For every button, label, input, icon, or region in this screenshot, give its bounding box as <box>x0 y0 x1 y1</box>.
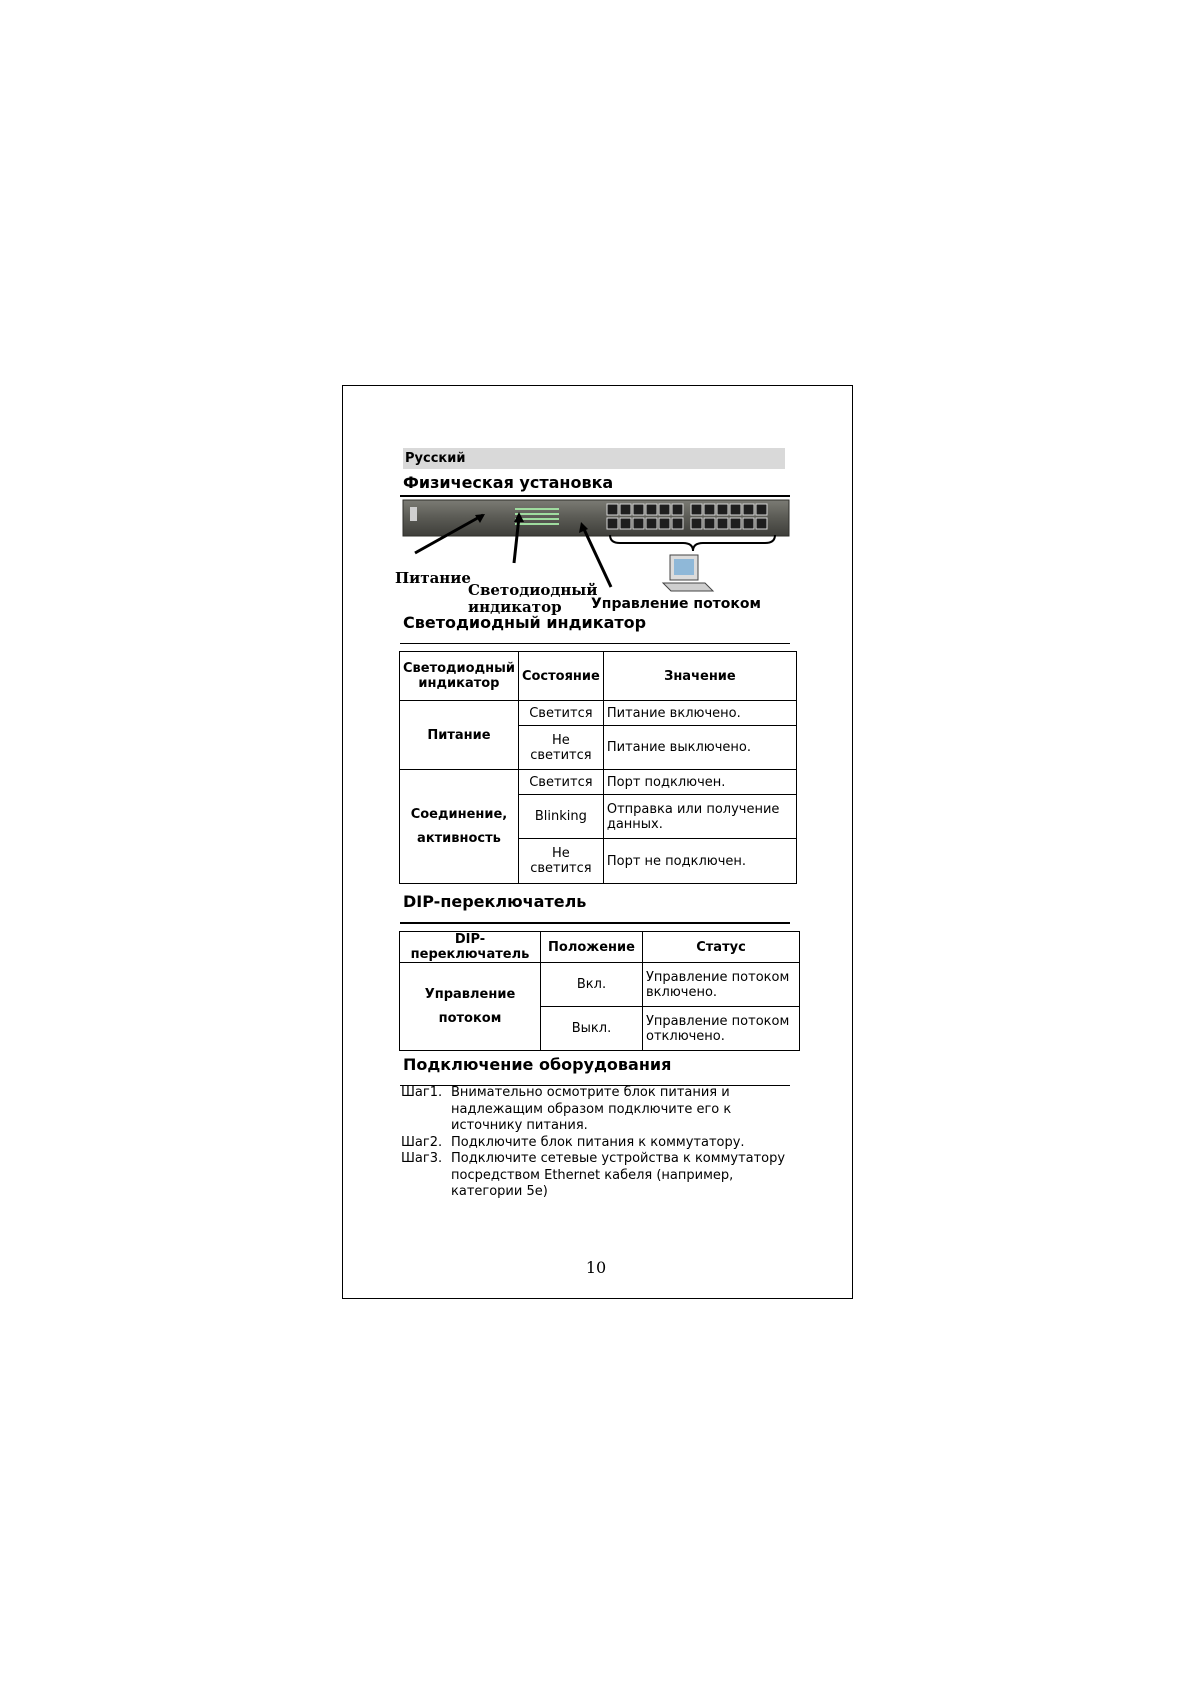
rj45-port <box>607 504 618 515</box>
step-item <box>401 1085 801 1135</box>
led-meaning: Порт не подключен. <box>603 839 796 884</box>
section-title-hardware: Подключение оборудования <box>403 1055 672 1074</box>
rj45-port <box>756 518 767 529</box>
page-number: 10 <box>585 1258 607 1277</box>
led-table-header: Светодиодный индикатор <box>400 652 519 701</box>
section-title-dip: DIP-переключатель <box>403 892 587 911</box>
rj45-port <box>633 518 644 529</box>
step-number: Шаг3. <box>401 1151 443 1166</box>
led-table-header: Состояние <box>518 652 603 701</box>
led-state: Не светится <box>518 839 603 884</box>
step-text: Подключите блок питания к коммутатору. <box>451 1134 745 1150</box>
dip-status: Управление потоком отключено. <box>643 1007 800 1051</box>
rj45-port <box>633 504 644 515</box>
rj45-port <box>717 504 728 515</box>
port-brace <box>610 535 775 551</box>
led-state: Не светится <box>518 726 603 770</box>
step-item <box>401 1151 801 1201</box>
rj45-port <box>620 504 631 515</box>
section-rule <box>400 922 790 924</box>
step-text: Подключите сетевые устройства к коммутатору посредством Ethernet кабеля (например, категории 5е) <box>451 1151 786 1199</box>
rj45-port <box>646 518 657 529</box>
led-meaning: Питание выключено. <box>603 726 796 770</box>
rj45-port <box>659 504 670 515</box>
callout-power: Питание <box>395 569 471 587</box>
dip-position: Вкл. <box>541 963 643 1007</box>
led-table <box>399 651 797 884</box>
rj45-port <box>717 518 728 529</box>
rj45-port <box>756 504 767 515</box>
led-group-power: Питание <box>400 701 519 770</box>
rj45-port <box>691 518 702 529</box>
led-state: Светится <box>518 770 603 795</box>
rj45-port <box>691 504 702 515</box>
led-meaning: Порт подключен. <box>603 770 796 795</box>
step-item <box>401 1135 801 1152</box>
steps-list <box>401 1085 801 1201</box>
rj45-port <box>704 518 715 529</box>
rj45-port <box>730 504 741 515</box>
rj45-port <box>659 518 670 529</box>
dip-group-flow-control: Управление потоком <box>400 963 541 1051</box>
led-state: Светится <box>518 701 603 726</box>
led-group-link-activity: Соединение, активность <box>400 770 519 884</box>
rj45-port <box>646 504 657 515</box>
brand-logo <box>410 507 417 521</box>
dip-table-header: Статус <box>643 932 800 963</box>
rj45-port <box>730 518 741 529</box>
language-header: Русский <box>403 448 785 469</box>
callout-led-line1: Светодиодный <box>468 581 598 599</box>
led-table-header: Значение <box>603 652 796 701</box>
rj45-port <box>607 518 618 529</box>
rj45-port <box>672 518 683 529</box>
dip-position: Выкл. <box>541 1007 643 1051</box>
section-rule <box>400 643 790 644</box>
step-text: Внимательно осмотрите блок питания и надлежащим образом подключите его к источнику питания. <box>451 1085 732 1133</box>
callout-flow-control: Управление потоком <box>591 596 761 612</box>
computer-icon <box>663 555 713 591</box>
section-title-led: Светодиодный индикатор <box>403 613 647 632</box>
step-number: Шаг1. <box>401 1085 443 1100</box>
led-meaning: Питание включено. <box>603 701 796 726</box>
dip-table-header: DIP-переключатель <box>400 932 541 963</box>
rj45-port <box>743 518 754 529</box>
rj45-port <box>743 504 754 515</box>
rj45-port <box>620 518 631 529</box>
dip-status: Управление потоком включено. <box>643 963 800 1007</box>
section-title-physical-install: Физическая установка <box>403 473 614 492</box>
dip-table-header: Положение <box>541 932 643 963</box>
step-number: Шаг2. <box>401 1134 443 1150</box>
led-meaning: Отправка или получение данных. <box>603 795 796 839</box>
callout-led-line2: индикатор <box>468 598 562 616</box>
rj45-port <box>704 504 715 515</box>
rj45-port <box>672 504 683 515</box>
led-state: Blinking <box>518 795 603 839</box>
dip-table <box>399 931 800 1051</box>
